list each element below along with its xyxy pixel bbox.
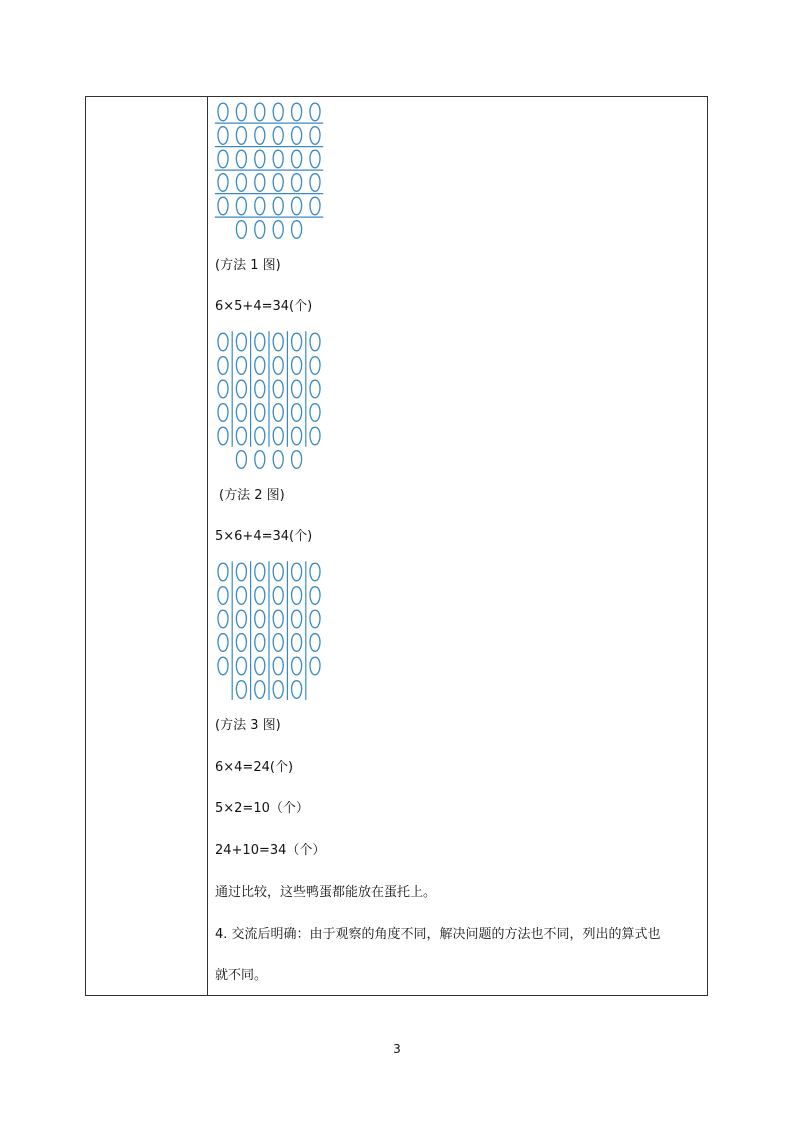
egg xyxy=(273,197,283,215)
egg xyxy=(273,657,283,675)
egg xyxy=(292,221,302,239)
egg xyxy=(236,563,246,581)
egg xyxy=(310,197,320,215)
egg xyxy=(292,634,302,652)
egg xyxy=(273,404,283,422)
equation-method-1: 6×5+4=34(个) xyxy=(215,299,313,314)
egg xyxy=(273,610,283,628)
egg xyxy=(236,197,246,215)
egg xyxy=(310,427,320,445)
egg xyxy=(292,657,302,675)
egg xyxy=(218,587,228,605)
egg-grid-rows xyxy=(213,100,333,240)
egg xyxy=(255,333,265,351)
egg xyxy=(236,451,246,469)
egg xyxy=(255,563,265,581)
egg xyxy=(292,127,302,145)
egg xyxy=(310,563,320,581)
egg xyxy=(292,587,302,605)
egg xyxy=(310,357,320,375)
egg xyxy=(292,380,302,398)
egg xyxy=(292,174,302,192)
egg xyxy=(255,587,265,605)
egg xyxy=(218,174,228,192)
egg xyxy=(218,427,228,445)
egg xyxy=(273,681,283,699)
egg xyxy=(255,610,265,628)
egg xyxy=(255,150,265,168)
summary-line-2: 就不同。 xyxy=(215,968,268,983)
egg xyxy=(218,634,228,652)
egg xyxy=(273,451,283,469)
egg xyxy=(236,427,246,445)
egg xyxy=(292,150,302,168)
egg xyxy=(292,610,302,628)
egg xyxy=(236,333,246,351)
caption-method-3: (方法 3 图) xyxy=(215,718,281,733)
egg xyxy=(218,127,228,145)
caption-method-1: (方法 1 图) xyxy=(215,258,281,273)
egg xyxy=(236,174,246,192)
egg xyxy=(273,221,283,239)
egg xyxy=(218,404,228,422)
egg xyxy=(236,681,246,699)
figure-method-2 xyxy=(213,330,333,470)
egg-grid-columns xyxy=(213,330,333,470)
egg xyxy=(236,357,246,375)
egg-grid-columns-bottom xyxy=(213,560,333,700)
egg xyxy=(255,380,265,398)
egg xyxy=(236,150,246,168)
egg xyxy=(255,221,265,239)
egg xyxy=(292,681,302,699)
equation-3b: 5×2=10（个） xyxy=(215,801,309,816)
egg xyxy=(218,610,228,628)
egg xyxy=(310,150,320,168)
figure-method-3 xyxy=(213,560,333,700)
egg xyxy=(273,103,283,121)
egg xyxy=(273,587,283,605)
egg xyxy=(218,563,228,581)
egg xyxy=(273,563,283,581)
equation-3c: 24+10=34（个） xyxy=(215,843,326,858)
egg xyxy=(255,127,265,145)
egg xyxy=(236,380,246,398)
equation-method-2: 5×6+4=34(个) xyxy=(215,529,313,544)
egg xyxy=(218,657,228,675)
egg xyxy=(310,103,320,121)
egg xyxy=(218,380,228,398)
egg xyxy=(236,587,246,605)
equation-3a: 6×4=24(个) xyxy=(215,760,294,775)
egg xyxy=(310,634,320,652)
egg xyxy=(218,357,228,375)
egg xyxy=(236,404,246,422)
egg xyxy=(255,427,265,445)
egg xyxy=(310,127,320,145)
egg xyxy=(255,197,265,215)
egg xyxy=(236,103,246,121)
egg xyxy=(255,404,265,422)
egg xyxy=(236,610,246,628)
egg xyxy=(273,127,283,145)
egg xyxy=(218,150,228,168)
egg xyxy=(236,221,246,239)
egg xyxy=(273,427,283,445)
egg xyxy=(310,174,320,192)
egg xyxy=(310,333,320,351)
egg xyxy=(218,103,228,121)
egg xyxy=(310,610,320,628)
egg xyxy=(273,333,283,351)
egg xyxy=(255,657,265,675)
egg xyxy=(255,451,265,469)
table-frame xyxy=(85,96,708,996)
egg xyxy=(255,103,265,121)
egg xyxy=(292,357,302,375)
egg xyxy=(273,380,283,398)
egg xyxy=(292,404,302,422)
egg xyxy=(236,634,246,652)
egg xyxy=(292,563,302,581)
egg xyxy=(255,634,265,652)
page-number: 3 xyxy=(393,1042,401,1056)
caption-method-2: (方法 2 图) xyxy=(219,488,285,503)
egg xyxy=(273,150,283,168)
egg xyxy=(236,657,246,675)
egg xyxy=(292,427,302,445)
egg xyxy=(218,197,228,215)
summary-line-1: 4. 交流后明确：由于观察的角度不同，解决问题的方法也不同，列出的算式也 xyxy=(215,927,661,942)
egg xyxy=(273,174,283,192)
egg xyxy=(292,451,302,469)
egg xyxy=(255,681,265,699)
egg xyxy=(273,357,283,375)
column-divider xyxy=(207,97,208,995)
figure-method-1 xyxy=(213,100,333,240)
egg xyxy=(310,380,320,398)
egg xyxy=(292,197,302,215)
egg xyxy=(236,127,246,145)
egg xyxy=(310,404,320,422)
egg xyxy=(310,657,320,675)
egg xyxy=(292,333,302,351)
egg xyxy=(273,634,283,652)
egg xyxy=(310,587,320,605)
egg xyxy=(218,333,228,351)
egg xyxy=(255,357,265,375)
egg xyxy=(255,174,265,192)
egg xyxy=(292,103,302,121)
conclusion-text: 通过比较，这些鸭蛋都能放在蛋托上。 xyxy=(215,885,437,900)
